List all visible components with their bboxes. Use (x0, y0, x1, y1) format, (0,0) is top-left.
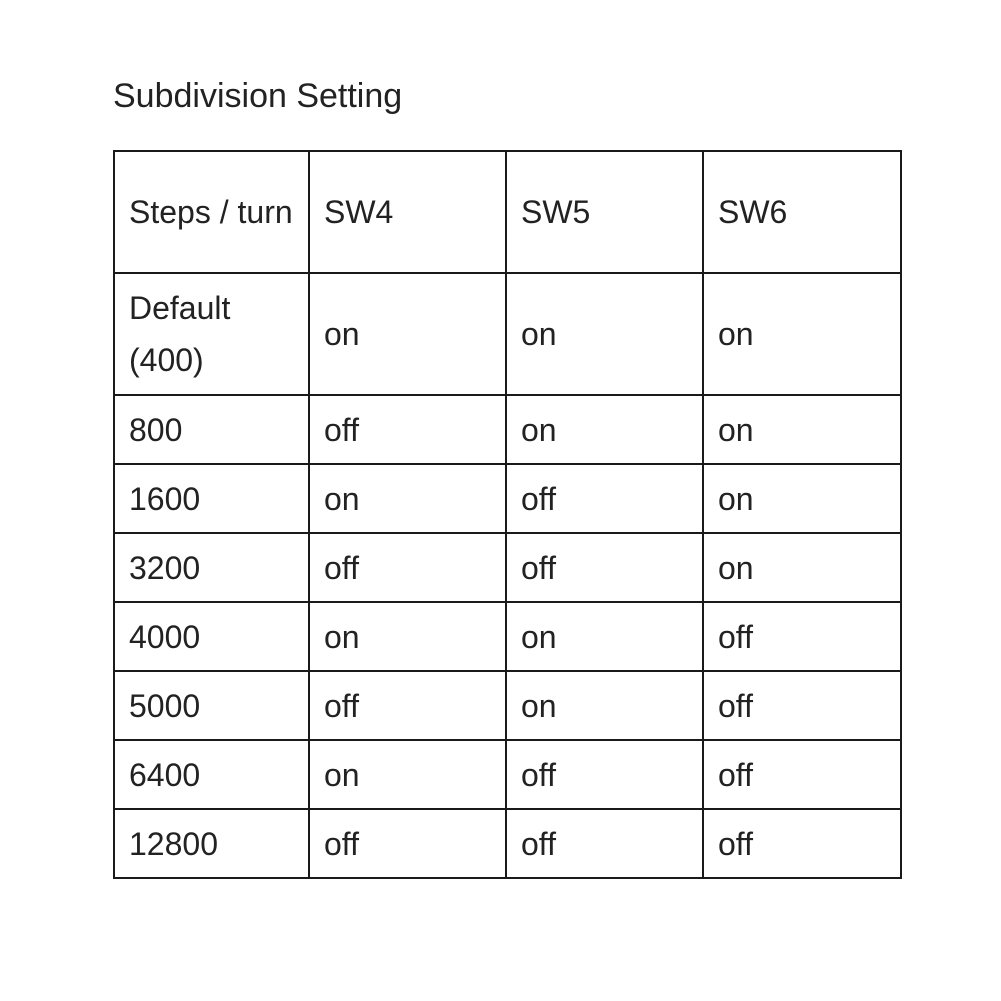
sw6-cell: on (703, 273, 901, 395)
sw5-cell: on (506, 602, 703, 671)
table-row (114, 671, 901, 740)
table-row (114, 602, 901, 671)
steps-cell: 6400 (114, 740, 309, 809)
table-title: Subdivision Setting (113, 77, 403, 115)
sw5-cell: off (506, 464, 703, 533)
table-row (114, 273, 901, 395)
table-row (114, 809, 901, 878)
steps-cell: Default (400) (114, 273, 309, 395)
sw5-cell: on (506, 395, 703, 464)
steps-cell: 12800 (114, 809, 309, 878)
steps-cell: 3200 (114, 533, 309, 602)
header-sw6: SW6 (703, 151, 901, 273)
header-sw4: SW4 (309, 151, 506, 273)
steps-cell: 4000 (114, 602, 309, 671)
sw6-cell: off (703, 671, 901, 740)
table-row (114, 395, 901, 464)
header-steps-per-turn: Steps / turn (114, 151, 309, 273)
steps-cell: 5000 (114, 671, 309, 740)
sw5-cell: on (506, 273, 703, 395)
sw4-cell: on (309, 273, 506, 395)
table-row (114, 740, 901, 809)
sw6-cell: off (703, 809, 901, 878)
sw4-cell: on (309, 740, 506, 809)
sw4-cell: off (309, 533, 506, 602)
sw4-cell: off (309, 671, 506, 740)
sw4-cell: off (309, 395, 506, 464)
sw5-cell: off (506, 533, 703, 602)
sw5-cell: off (506, 809, 703, 878)
table-row (114, 464, 901, 533)
subdivision-table (113, 150, 902, 879)
steps-cell: 800 (114, 395, 309, 464)
sw6-cell: on (703, 395, 901, 464)
header-sw5: SW5 (506, 151, 703, 273)
sw4-cell: on (309, 464, 506, 533)
header-row (114, 151, 901, 273)
steps-cell: 1600 (114, 464, 309, 533)
table-row (114, 533, 901, 602)
sw5-cell: on (506, 671, 703, 740)
sw4-cell: off (309, 809, 506, 878)
sw6-cell: off (703, 602, 901, 671)
sw5-cell: off (506, 740, 703, 809)
sw4-cell: on (309, 602, 506, 671)
sw6-cell: on (703, 464, 901, 533)
sw6-cell: off (703, 740, 901, 809)
sw6-cell: on (703, 533, 901, 602)
